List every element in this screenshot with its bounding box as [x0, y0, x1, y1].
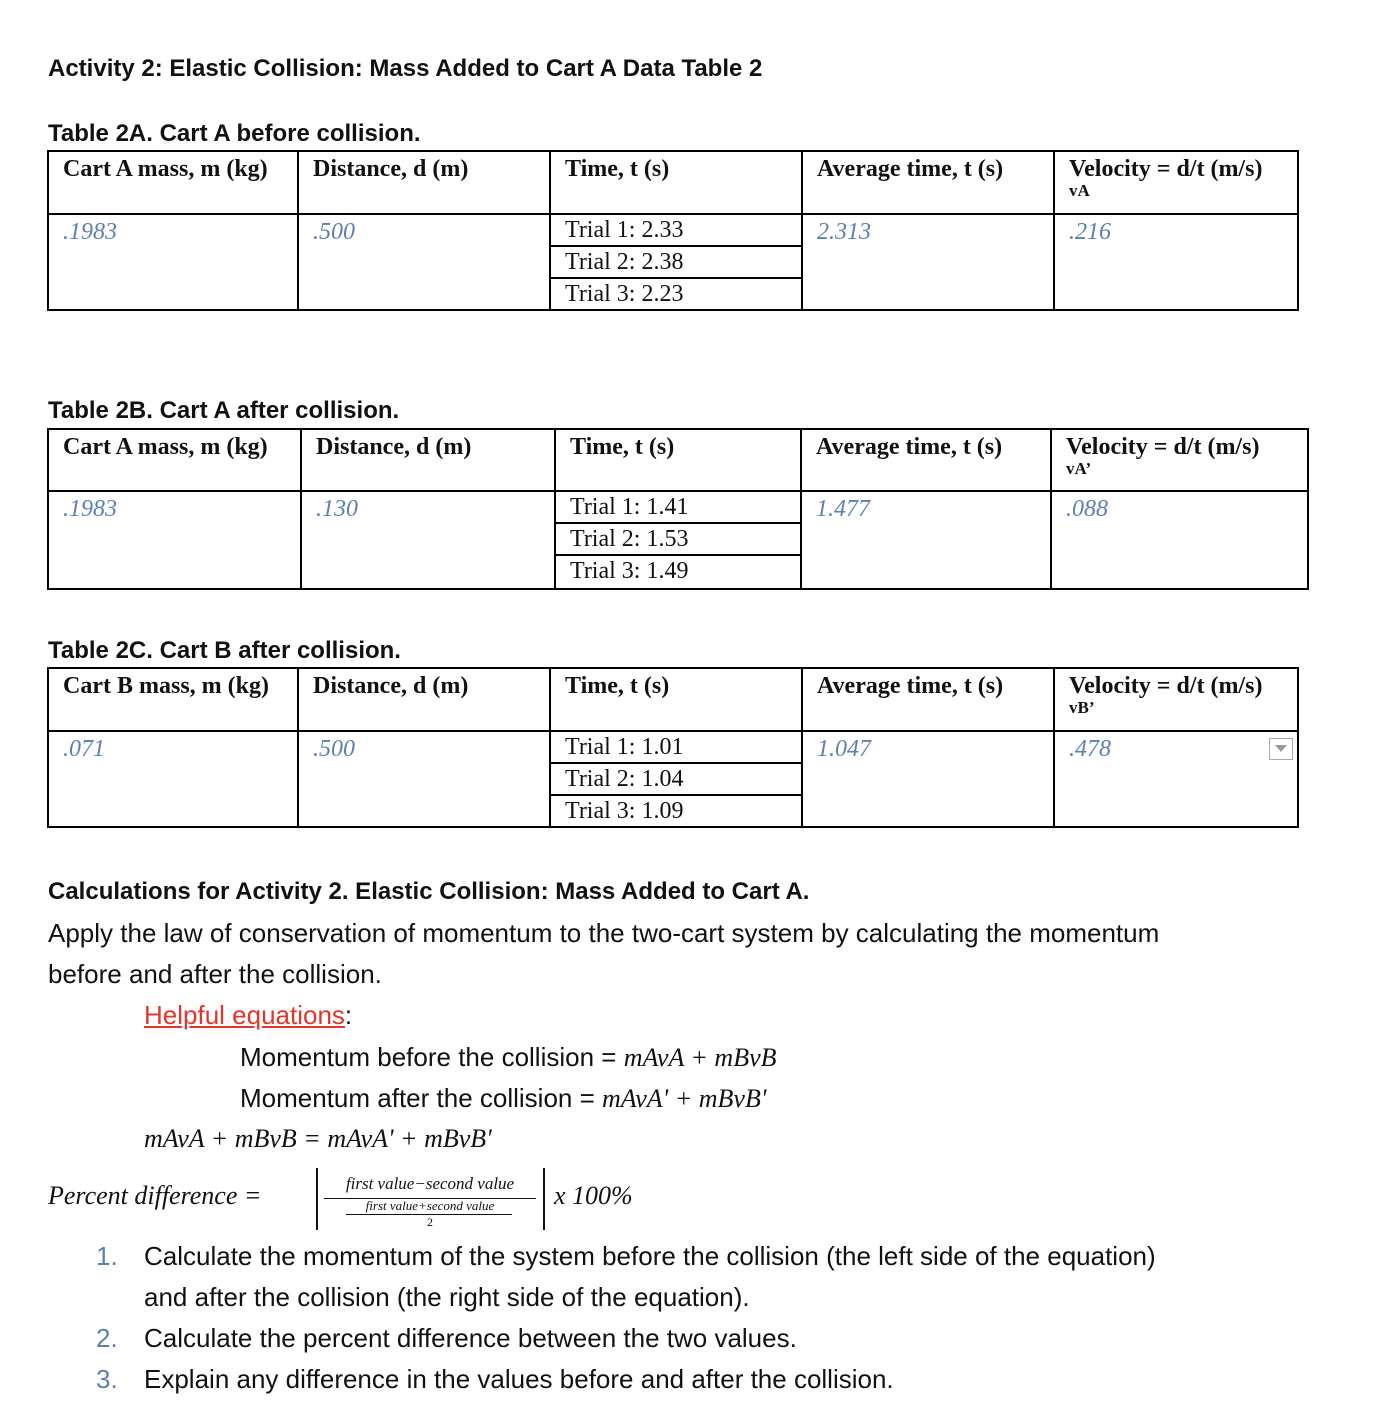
percent-denominator-top: first value+second value: [365, 1198, 495, 1213]
velocity-symbol: vB’: [1069, 698, 1095, 717]
header-time: Time, t (s): [550, 668, 802, 731]
abs-bar-right: [543, 1168, 545, 1230]
percent-difference-label: Percent difference =: [48, 1181, 262, 1210]
step-3-line-1: Explain any difference in the values before and after the collision.: [144, 1364, 894, 1394]
chevron-down-icon[interactable]: [1269, 738, 1293, 760]
percent-suffix: x 100%: [554, 1181, 633, 1210]
header-distance: Distance, d (m): [298, 151, 550, 214]
abs-bar-left: [316, 1168, 318, 1230]
percent-numerator: first value−second value: [345, 1174, 515, 1193]
table-2a: [47, 150, 1299, 311]
average-time-value[interactable]: 1.477: [816, 496, 870, 522]
step-2-number: 2.: [96, 1323, 118, 1353]
trial-1: Trial 1: 2.33: [551, 215, 801, 247]
header-average-time: Average time, t (s): [802, 151, 1054, 214]
table-2b-caption: Table 2B. Cart A after collision.: [48, 397, 400, 424]
header-time: Time, t (s): [550, 151, 802, 214]
velocity-value[interactable]: .216: [1069, 219, 1111, 245]
step-1-number: 1.: [96, 1241, 118, 1271]
table-2c: [47, 667, 1299, 828]
mass-value[interactable]: .1983: [63, 219, 117, 245]
header-average-time: Average time, t (s): [801, 429, 1051, 491]
trial-2: Trial 2: 2.38: [551, 247, 801, 279]
header-distance: Distance, d (m): [301, 429, 555, 491]
calculations-heading: Calculations for Activity 2. Elastic Collision: Mass Added to Cart A.: [48, 878, 810, 905]
header-time: Time, t (s): [555, 429, 801, 491]
trial-3: Trial 3: 1.09: [565, 798, 684, 824]
helpful-equations-link[interactable]: Helpful equations: [144, 1000, 345, 1030]
trial-3: Trial 3: 2.23: [565, 281, 684, 307]
header-mass: Cart A mass, m (kg): [48, 429, 301, 491]
step-3-number: 3.: [96, 1364, 118, 1394]
trial-2: Trial 2: 1.53: [556, 524, 800, 556]
header-velocity: [1054, 151, 1298, 214]
page-title: Activity 2: Elastic Collision: Mass Added to Cart A Data Table 2: [48, 55, 763, 82]
trial-1: Trial 1: 1.01: [551, 732, 801, 764]
percent-denominator-bottom: 2: [427, 1215, 433, 1229]
average-time-value[interactable]: 2.313: [817, 219, 871, 245]
momentum-after-equation: mAvA' + mBvB': [602, 1084, 767, 1113]
intro-line-2: before and after the collision.: [48, 959, 382, 989]
table-2b: [47, 428, 1309, 590]
velocity-value[interactable]: .478: [1069, 736, 1111, 762]
header-mass: Cart B mass, m (kg): [48, 668, 298, 731]
helpful-colon: :: [344, 1000, 353, 1030]
mass-value[interactable]: .1983: [63, 496, 117, 522]
distance-value[interactable]: .130: [316, 496, 358, 522]
step-1-line-2: and after the collision (the right side of the equation).: [144, 1282, 750, 1312]
conservation-equation: mAvA + mBvB = mAvA' + mBvB': [144, 1124, 492, 1153]
intro-line-1: Apply the law of conservation of momentum to the two-cart system by calculating the momentum: [48, 918, 1160, 948]
table-2c-caption: Table 2C. Cart B after collision.: [48, 637, 401, 664]
header-velocity: [1054, 668, 1298, 731]
distance-value[interactable]: .500: [313, 219, 355, 245]
step-2-line-1: Calculate the percent difference between the two values.: [144, 1323, 797, 1353]
header-velocity: [1051, 429, 1308, 491]
momentum-before-label: Momentum before the collision =: [240, 1042, 617, 1072]
helpful-equations: [144, 1000, 352, 1031]
momentum-after: [240, 1083, 766, 1114]
momentum-before: [240, 1042, 777, 1073]
velocity-value[interactable]: .088: [1066, 496, 1108, 522]
step-1-line-1: Calculate the momentum of the system before the collision (the left side of the equation): [144, 1241, 1156, 1271]
header-average-time: Average time, t (s): [802, 668, 1054, 731]
table-2a-caption: Table 2A. Cart A before collision.: [48, 120, 421, 147]
trial-3: Trial 3: 1.49: [570, 558, 689, 584]
momentum-after-label: Momentum after the collision =: [240, 1083, 595, 1113]
distance-value[interactable]: .500: [313, 736, 355, 762]
velocity-label: Velocity = d/t (m/s): [1069, 673, 1263, 699]
velocity-label: Velocity = d/t (m/s): [1069, 156, 1263, 182]
velocity-label: Velocity = d/t (m/s): [1066, 434, 1260, 460]
velocity-symbol: vA: [1069, 181, 1090, 200]
average-time-value[interactable]: 1.047: [817, 736, 871, 762]
mass-value[interactable]: .071: [63, 736, 105, 762]
velocity-symbol: vA’: [1066, 459, 1092, 478]
momentum-before-equation: mAvA + mBvB: [623, 1043, 777, 1072]
trial-1: Trial 1: 1.41: [556, 492, 800, 524]
trial-2: Trial 2: 1.04: [551, 764, 801, 796]
header-distance: Distance, d (m): [298, 668, 550, 731]
header-mass: Cart A mass, m (kg): [48, 151, 298, 214]
